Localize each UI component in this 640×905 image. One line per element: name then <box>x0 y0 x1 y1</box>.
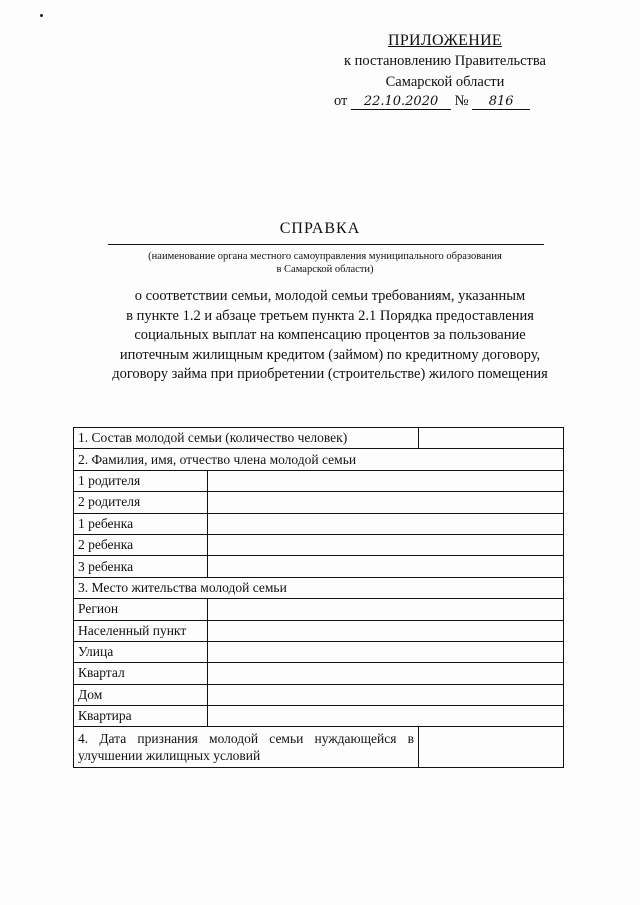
annex-title: ПРИЛОЖЕНИЕ <box>387 32 502 49</box>
purpose-line: социальных выплат на компенсацию процентов за пользование <box>134 327 526 343</box>
member-label: 3 ребенка <box>74 556 208 577</box>
residence-label: Квартира <box>74 706 208 727</box>
purpose-line: в пункте 1.2 и абзаце третьем пункта 2.1 Порядка предоставления <box>126 307 534 324</box>
table-row <box>74 556 564 577</box>
composition-label: 1. Состав молодой семьи (количество человек) <box>74 428 419 449</box>
family-info-table <box>73 427 564 768</box>
table-row <box>74 577 564 598</box>
residence-value-field[interactable] <box>208 706 564 727</box>
recognition-date-label: 4. Дата признания молодой семьи нуждающейся в улучшении жилищных условий <box>74 727 419 768</box>
table-row <box>74 513 564 534</box>
residence-value-field[interactable] <box>208 663 564 684</box>
number-prefix: № <box>454 93 469 109</box>
org-caption-line-2: в Самарской области) <box>276 264 374 275</box>
annex-date-line <box>334 93 530 110</box>
org-caption <box>100 250 550 276</box>
member-label: 1 ребенка <box>74 513 208 534</box>
residence-label: Улица <box>74 641 208 662</box>
table-row <box>74 492 564 513</box>
table-row <box>74 706 564 727</box>
table-row <box>74 620 564 641</box>
table-row <box>74 534 564 555</box>
residence-value-field[interactable] <box>208 599 564 620</box>
recognition-date-field[interactable] <box>419 727 564 768</box>
member-name-field[interactable] <box>208 534 564 555</box>
annex-line-1: к постановлению Правительства <box>344 53 546 69</box>
member-name-field[interactable] <box>208 556 564 577</box>
composition-value-field[interactable] <box>419 428 564 449</box>
residence-label: Населенный пункт <box>74 620 208 641</box>
residence-value-field[interactable] <box>208 620 564 641</box>
names-section-header: 2. Фамилия, имя, отчество члена молодой семьи <box>74 449 564 470</box>
table-row <box>74 663 564 684</box>
annex-line-2: Самарской области <box>385 74 505 90</box>
member-name-field[interactable] <box>208 470 564 491</box>
document-title: СПРАВКА <box>279 220 361 237</box>
table-row <box>74 727 564 768</box>
org-name-line <box>108 244 544 245</box>
purpose-line: ипотечным жилищным кредитом (займом) по кредитному договору, <box>119 346 541 363</box>
table-row <box>74 428 564 449</box>
residence-label: Квартал <box>74 663 208 684</box>
table-row <box>74 470 564 491</box>
date-prefix: от <box>334 93 348 109</box>
residence-label: Дом <box>74 684 208 705</box>
scan-dot <box>40 14 43 17</box>
table-row <box>74 599 564 620</box>
annex-header <box>330 30 560 93</box>
org-caption-line-1: (наименование органа местного самоуправления муниципального образования <box>148 251 502 262</box>
residence-label: Регион <box>74 599 208 620</box>
member-label: 1 родителя <box>74 470 208 491</box>
member-name-field[interactable] <box>208 513 564 534</box>
table-row <box>74 684 564 705</box>
purpose-line: о соответствии семьи, молодой семьи требованиям, указанным <box>134 288 526 304</box>
member-label: 2 ребенка <box>74 534 208 555</box>
table-row <box>74 449 564 470</box>
residence-section-header: 3. Место жительства молодой семьи <box>74 577 564 598</box>
document-purpose <box>60 287 600 385</box>
residence-value-field[interactable] <box>208 641 564 662</box>
member-label: 2 родителя <box>74 492 208 513</box>
residence-value-field[interactable] <box>208 684 564 705</box>
member-name-field[interactable] <box>208 492 564 513</box>
purpose-line: договору займа при приобретении (строительстве) жилого помещения <box>112 366 548 382</box>
handwritten-date: 22.10.2020 <box>351 94 451 110</box>
table-row <box>74 641 564 662</box>
handwritten-number: 816 <box>472 94 530 110</box>
